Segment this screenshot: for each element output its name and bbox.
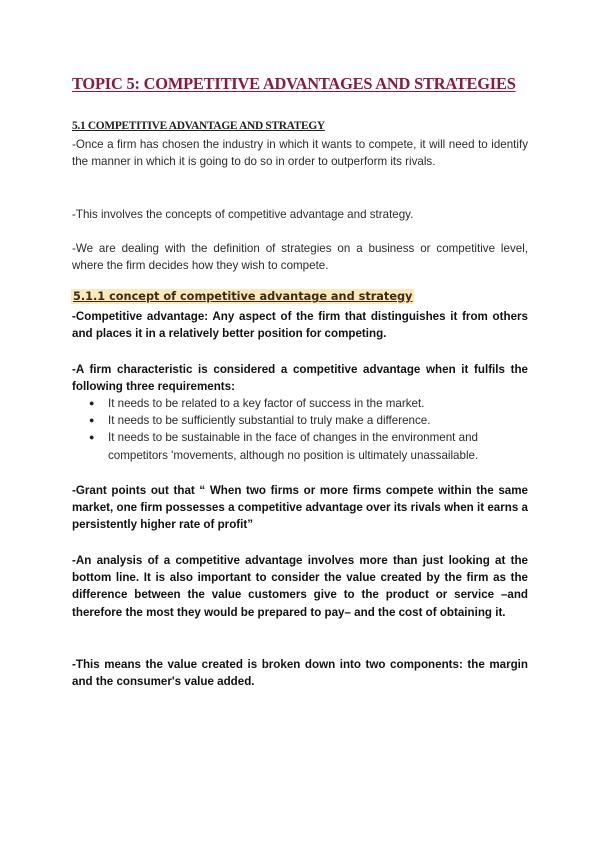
analysis-paragraph: -An analysis of a competitive advantage involves more than just looking at the bottom line. It is also important to consider the value created by the firm as the difference between the value customers give to the product or service –and therefore the most they would be prepared to pay– and the cost of obtaining it. — [72, 554, 528, 619]
concepts-paragraph: -This involves the concepts of competitive advantage and strategy. — [72, 208, 414, 221]
subsection-heading: 5.1.1 concept of competitive advantage and strategy — [73, 290, 413, 303]
section-heading: 5.1 COMPETITIVE ADVANTAGE AND STRATEGY — [72, 120, 325, 132]
requirements-list — [72, 395, 528, 464]
list-item: ● It needs to be sustainable in the face of changes in the environment and competitors 'movements, although no position is ultimately unassailable. — [89, 431, 479, 462]
grant-quote-paragraph: -Grant points out that “ When two firms or more firms compete within the same market, one firm possesses a competitive advantage over its rivals when it earns a persistently higher rate of profit” — [72, 484, 528, 532]
definition-paragraph: -Competitive advantage: Any aspect of the firm that distinguishes it from others and places it in a relatively better position for competing. — [72, 310, 528, 341]
bullet-icon: ● — [89, 398, 95, 408]
list-item: ● It needs to be related to a key factor of success in the market. — [72, 395, 528, 412]
strategy-level-paragraph: -We are dealing with the definition of strategies on a business or competitive level, where the firm decides how they wish to compete. — [72, 242, 528, 273]
intro-paragraph: -Once a firm has chosen the industry in which it wants to compete, it will need to identify the manner in which it is going to do so in order to outperform its rivals. — [72, 138, 528, 169]
requirements-intro: -A firm characteristic is considered a competitive advantage when it fulfils the following three requirements: — [72, 363, 528, 394]
page-title: TOPIC 5: COMPETITIVE ADVANTAGES AND STRATEGIES — [72, 74, 516, 93]
bullet-icon: ● — [89, 415, 95, 426]
bullet-icon: ● — [89, 432, 95, 443]
components-paragraph: -This means the value created is broken down into two components: the margin and the consumer's value added. — [72, 658, 528, 689]
list-item: ● It needs to be sufficiently substantial to truly make a difference. — [72, 412, 528, 429]
